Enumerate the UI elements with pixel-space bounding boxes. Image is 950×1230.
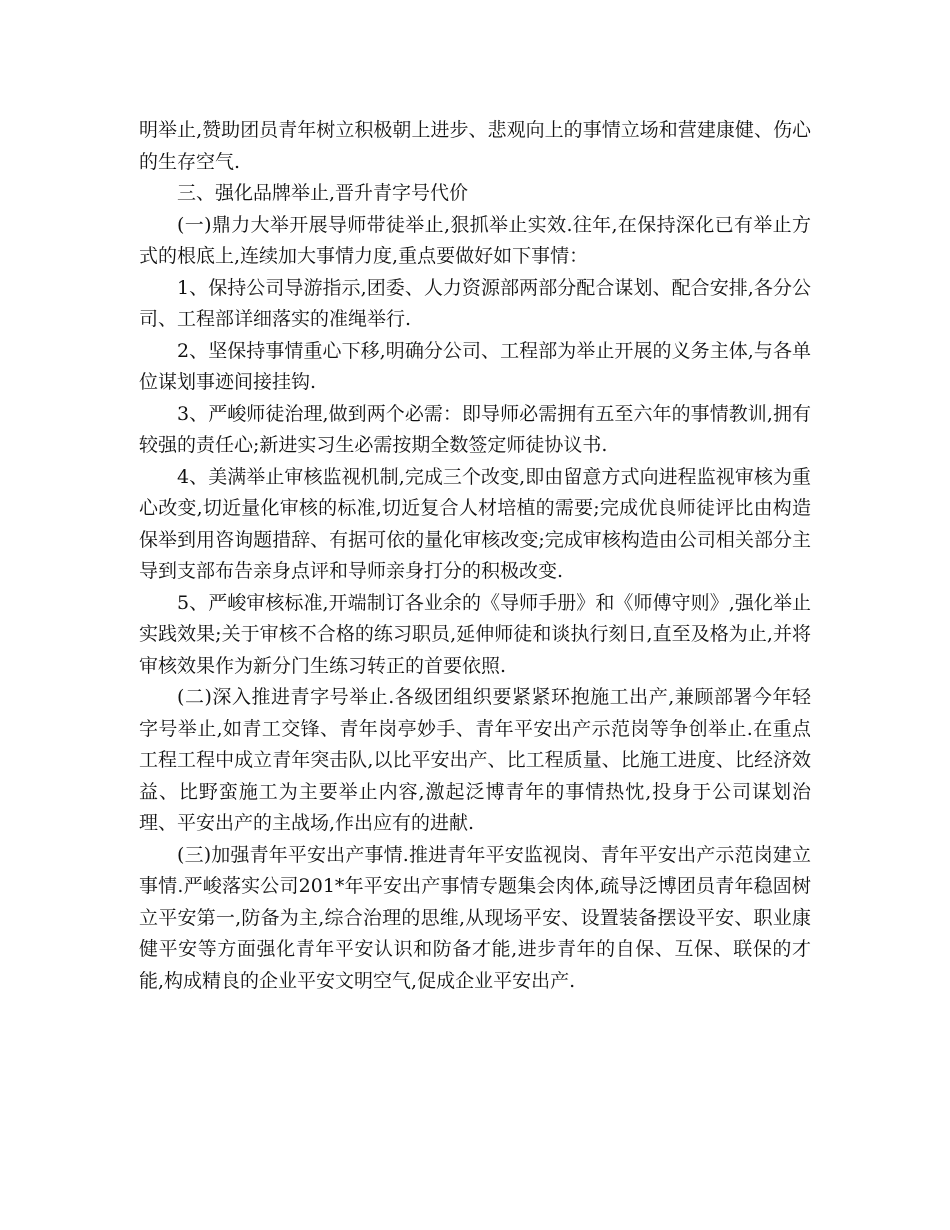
paragraph-youth-safety: (三)加强青年平安出产事情.推进青年平安监视岗、青年平安出产示范岗建立事情.严峻落实公司201*年平安出产事情专题集会肉体,疏导泛博团员青年稳固树立平安第一,防备为主,综合治理的思维,从现场平安、设置装备摆设平安、职业康健平安等方面强化青年平安认识和防备才能,进步青年的自保、互保、联保的才能,构成精良的企业平安文明空气,促成企业平安出产. bbox=[139, 843, 811, 992]
paragraph-youth-brand: (二)深入推进青字号举止.各级团组织要紧紧环抱施工出产,兼顾部署今年轻字号举止,如青工交锋、青年岗亭妙手、青年平安出产示范岗等争创举止.在重点工程工程中成立青年突击队,以比平安出产、比工程质量、比施工进度、比经济效益、比野蛮施工为主要举止内容,激起泛博青年的事情热忱,投身于公司谋划治理、平安出产的主战场,作出应有的进献. bbox=[139, 686, 811, 834]
paragraph-mentor-program: (一)鼎力大举开展导师带徒举止,狠抓举止实效.往年,在保持深化已有举止方式的根底上,连续加大事情力度,重点要做好如下事情： bbox=[139, 213, 811, 267]
list-item-5: 5、严峻审核标准,开端制订各业余的《导师手册》和《师傅守则》,强化举止实践效果;关于审核不合格的练习职员,延伸师徒和谈执行刻日,直至及格为止,并将审核效果作为新分门生练习转正的首要依照. bbox=[139, 591, 811, 677]
list-item-2: 2、坚保持事情重心下移,明确分公司、工程部为举止开展的义务主体,与各单位谋划事迹间接挂钩. bbox=[139, 339, 811, 393]
paragraph-continuation: 明举止,赞助团员青年树立积极朝上进步、悲观向上的事情立场和营建康健、伤心的生存空气. bbox=[139, 119, 811, 173]
list-item-1: 1、保持公司导游指示,团委、人力资源部两部分配合谋划、配合安排,各分公司、工程部详细落实的准绳举行. bbox=[139, 276, 811, 330]
list-item-4: 4、美满举止审核监视机制,完成三个改变,即由留意方式向进程监视审核为重心改变,切近量化审核的标准,切近复合人材培植的需要;完成优良师徒评比由构造保举到用咨询题措辞、有据可依的量化审核改变;完成审核构造由公司相关部分主导到支部布告亲身点评和导师亲身打分的积极改变. bbox=[139, 465, 811, 582]
list-item-3: 3、严峻师徒治理,做到两个必需：即导师必需拥有五至六年的事情教训,拥有较强的责任心;新进实习生必需按期全数签定师徒协议书. bbox=[139, 402, 811, 456]
document-body bbox=[139, 115, 811, 997]
section-heading: 三、强化品牌举止,晋升青字号代价 bbox=[177, 182, 469, 204]
